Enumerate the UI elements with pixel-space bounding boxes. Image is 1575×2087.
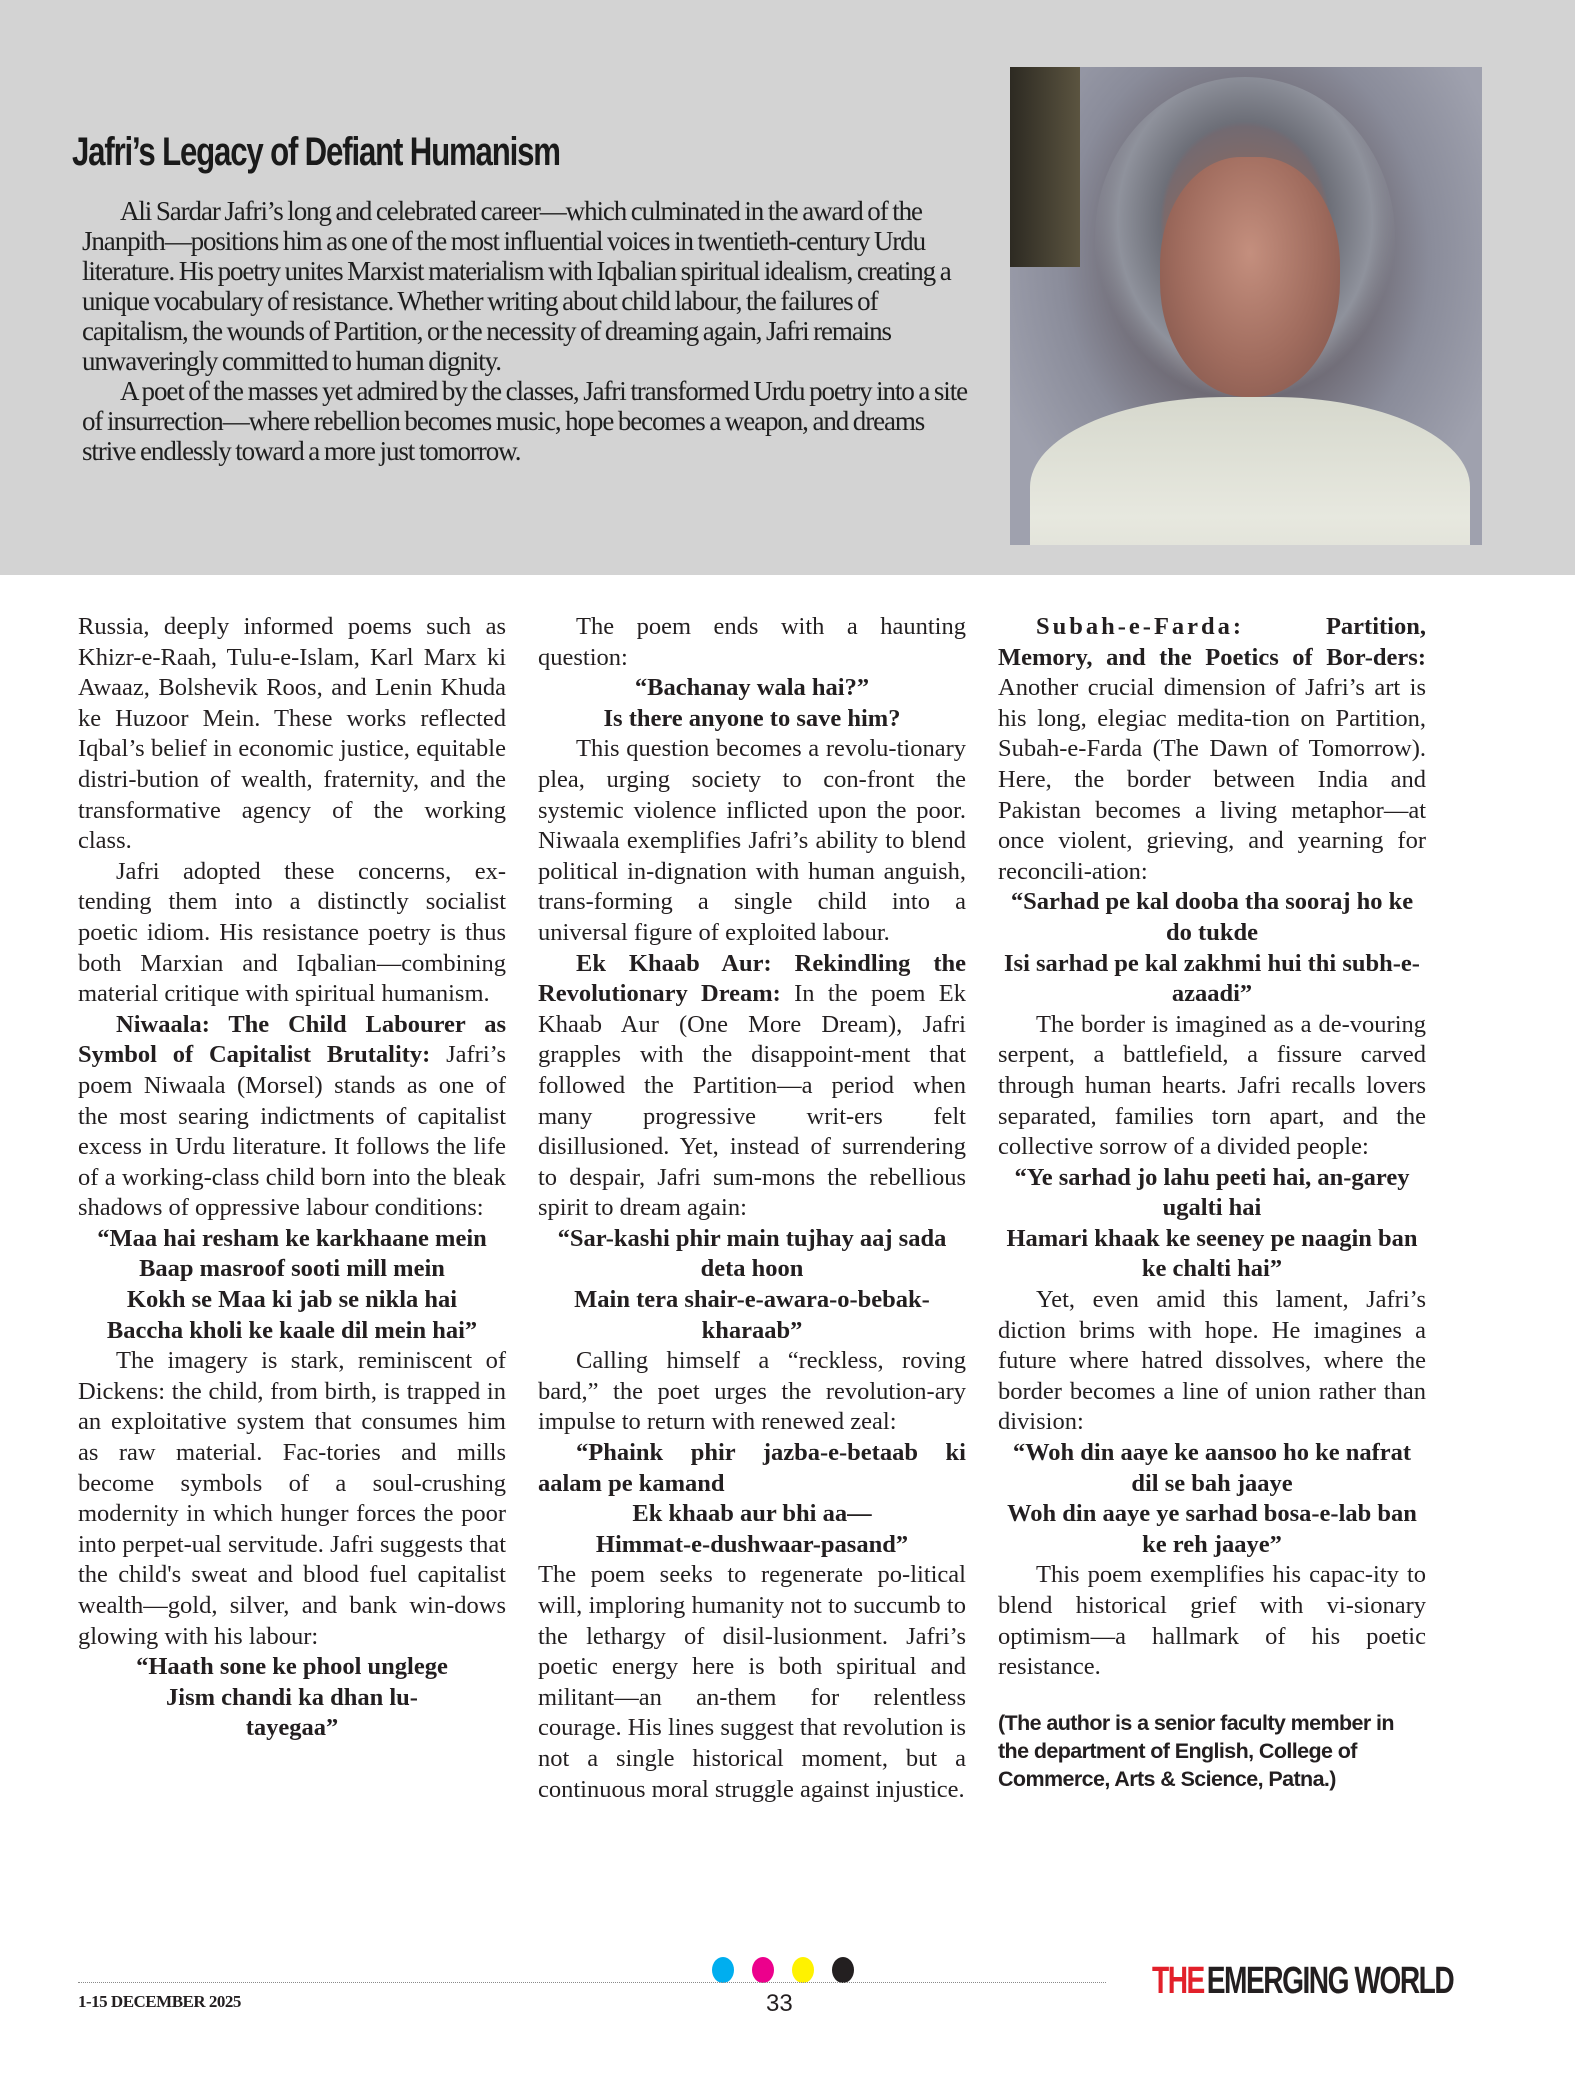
verse-line: tayegaa” (245, 1714, 339, 1742)
verse-quote (78, 1224, 506, 1346)
verse-translation: Is there anyone to save him? (603, 704, 901, 732)
verse-line: Ek khaab aur bhi aa— (632, 1500, 872, 1528)
verse-quote (998, 1438, 1426, 1560)
verse-line: Woh din aaye ye sarhad bosa-e-lab ban ke reh jaaye” (1007, 1500, 1417, 1558)
feature-banner (0, 0, 1575, 575)
background-frame (1010, 67, 1080, 267)
article-column-3 (998, 612, 1426, 1793)
verse-quote (78, 1652, 506, 1744)
section-niwaala (78, 1010, 506, 1224)
body-paragraph: The border is imagined as a de-vouring serpent, a battlefield, a fissure carved through human hearts. Jafri recalls lovers separated, families torn apart, and the collective sorrow of a divided people: (998, 1010, 1426, 1161)
article-column-1 (78, 612, 506, 1744)
verse-line: Kokh se Maa ki jab se nikla hai (126, 1286, 458, 1314)
section-heading: Niwaala: The Child Labourer as Symbol of Capitalist Brutality: (78, 1010, 506, 1069)
cyan-dot-icon (712, 1957, 734, 1983)
verse-line: “Sar-kashi phir main tujhay aaj sada deta hoon (557, 1224, 947, 1283)
body-paragraph: This poem exemplifies his capac-ity to blend historical grief with vi-sionary optimism—a hallmark of his poetic resistance. (998, 1561, 1426, 1681)
body-paragraph: Russia, deeply informed poems such as Khizr-e-Raah, Tulu-e-Islam, Karl Marx ki Awaaz, Bolshevik Roos, and Lenin Khuda ke Huzoor Mein. These works reflected Iqbal’s belief in economic justice, equitable distri-bution of wealth, fraternity, and the transformative agency of the working class. (78, 613, 506, 855)
verse-line: “Sarhad pe kal dooba tha sooraj ho ke do tukde (1010, 888, 1414, 946)
body-paragraph: Jafri adopted these concerns, ex-tending them into a distinctly socialist poetic idiom. His resistance poetry is thus both Marxian and Iqbalian—combining material critique with spiritual humanism. (78, 857, 506, 1008)
verse-line: Isi sarhad pe kal zakhmi hui thi subh-e-azaadi” (1004, 949, 1420, 1008)
portrait-garment (1030, 397, 1470, 545)
portrait-face (1160, 157, 1340, 397)
section-subah-e-farda (998, 612, 1426, 887)
magenta-dot-icon (752, 1957, 774, 1983)
section-text: Another crucial dimension of Jafri’s art is his long, elegiac medita-tion on Partition, Subah-e-Farda (The Dawn of Tomorrow). Here, the border between India and Pakistan becomes a living metaphor—at once violent, grieving, and yearning for reconcili-ation: (998, 674, 1426, 885)
section-heading: Subah-e-Farda: (1036, 613, 1245, 640)
section-ek-khaab-aur (538, 949, 966, 1224)
verse-line: Jism chandi ka dhan lu- (166, 1683, 418, 1711)
issue-date: 1-15 DECEMBER 2025 (78, 1992, 241, 2011)
verse-quote (998, 1163, 1426, 1285)
verse-line: Himmat-e-dushwaar-pasand” (595, 1530, 909, 1558)
logo-name: EMERGING WORLD (1206, 1960, 1454, 2002)
article-column-2 (538, 612, 966, 1805)
black-dot-icon (832, 1957, 854, 1983)
yellow-dot-icon (792, 1957, 814, 1983)
verse-quote (538, 1499, 966, 1560)
section-heading-cont: Partition, Memory, and the Poetics of Bor-ders: (998, 613, 1426, 671)
verse-line: “Woh din aaye ke aansoo ho ke nafrat dil se bah jaaye (1012, 1439, 1412, 1497)
body-paragraph: The poem seeks to regenerate po-litical will, imploring humanity not to succumb to the lethargy of disil-lusionment. Jafri’s poetic energy here is both spiritual and militant—an an-them for relentless courage. His lines suggest that revolution is not a single historical moment, but a continuous moral struggle against injustice. (538, 1561, 966, 1803)
verse-line: Baccha kholi ke kaale dil mein hai” (106, 1316, 478, 1344)
body-paragraph: Yet, even amid this lament, Jafri’s diction brims with hope. He imagines a future where hatred dissolves, where the border becomes a line of union rather than division: (998, 1286, 1426, 1436)
verse-line: Baap masroof sooti mill mein (139, 1255, 445, 1283)
verse-quote (998, 887, 1426, 1009)
author-portrait-photo (1010, 67, 1482, 545)
intro-paragraph: Ali Sardar Jafri’s long and celebrated career—which culminated in the award of the Jnanpith—positions him as one of the most influential voices in twentieth-century Urdu literature. His poetry unites Marxist materialism with Iqbalian spiritual idealism, creating a unique vocabulary of resistance. Whether writing about child labour, the failures of capitalism, the wounds of Partition, or the necessity of dreaming again, Jafri remains unwaveringly committed to human dignity. (82, 196, 951, 376)
verse-line-justified: “Phaink phir jazba-e-betaab ki aalam pe kamand (538, 1439, 966, 1497)
banner-title: Jafri’s Legacy of Defiant Humanism (72, 130, 560, 174)
publication-logo (1152, 1960, 1453, 2003)
page-number: 33 (766, 1990, 793, 2017)
verse-line: Main tera shair-e-awara-o-bebak-kharaab” (574, 1286, 930, 1344)
body-paragraph: This question becomes a revolu-tionary plea, urging society to con-front the systemic violence inflicted upon the poor. Niwaala exemplifies Jafri’s ability to blend political in-dignation with human anguish, trans-forming a single child into a universal figure of exploited labour. (538, 735, 966, 946)
verse-line: “Bachanay wala hai?” (634, 674, 870, 702)
intro-paragraph: A poet of the masses yet admired by the classes, Jafri transformed Urdu poetry into a site of insurrection—where rebellion becomes music, hope becomes a weapon, and dreams strive endlessly toward a more just tomorrow. (82, 376, 967, 466)
logo-the: THE (1152, 1960, 1204, 2002)
body-paragraph: The imagery is stark, reminiscent of Dickens: the child, from birth, is trapped in an exploitative system that consumes him as raw material. Fac-tories and mills become symbols of a soul-crushing modernity in which hunger forces the poor into perpet-ual servitude. Jafri suggests that the child's sweat and blood fuel capitalist wealth—gold, silver, and bank win-dows glowing with his labour: (78, 1347, 506, 1650)
verse-line: “Haath sone ke phool unglege (136, 1653, 448, 1681)
section-text: In the poem Ek Khaab Aur (One More Dream), Jafri grapples with the disappoint-ment that followed the Partition—a period when many progressive writ-ers felt disillusioned. Yet, instead of surrendering to despair, Jafri sum-mons the rebellious spirit to dream again: (538, 980, 966, 1222)
body-paragraph: The poem ends with a haunting question: (538, 613, 966, 671)
verse-quote (538, 673, 966, 734)
verse-line: “Maa hai resham ke karkhaane mein (97, 1224, 487, 1252)
section-heading: Ek Khaab Aur: Rekindling the Revolutionary Dream: (538, 949, 966, 1008)
body-paragraph: Calling himself a “reckless, roving bard,” the poet urges the revolution-ary impulse to return with renewed zeal: (538, 1347, 966, 1436)
author-note: (The author is a senior faculty member in the department of English, College of Commerce, Arts & Science, Patna.) (998, 1710, 1394, 1791)
verse-line: Hamari khaak ke seeney pe naagin ban ke chalti hai” (1006, 1224, 1418, 1283)
section-text: Jafri’s poem Niwaala (Morsel) stands as one of the most searing indictments of capitalist excess in Urdu literature. It follows the life of a working-class child born into the bleak shadows of oppressive labour conditions: (78, 1041, 506, 1222)
verse-quote (538, 1224, 966, 1346)
verse-line: “Ye sarhad jo lahu peeti hai, an-garey ugalti hai (1014, 1163, 1410, 1222)
footer-divider (78, 1982, 1106, 1983)
banner-intro (82, 196, 982, 466)
